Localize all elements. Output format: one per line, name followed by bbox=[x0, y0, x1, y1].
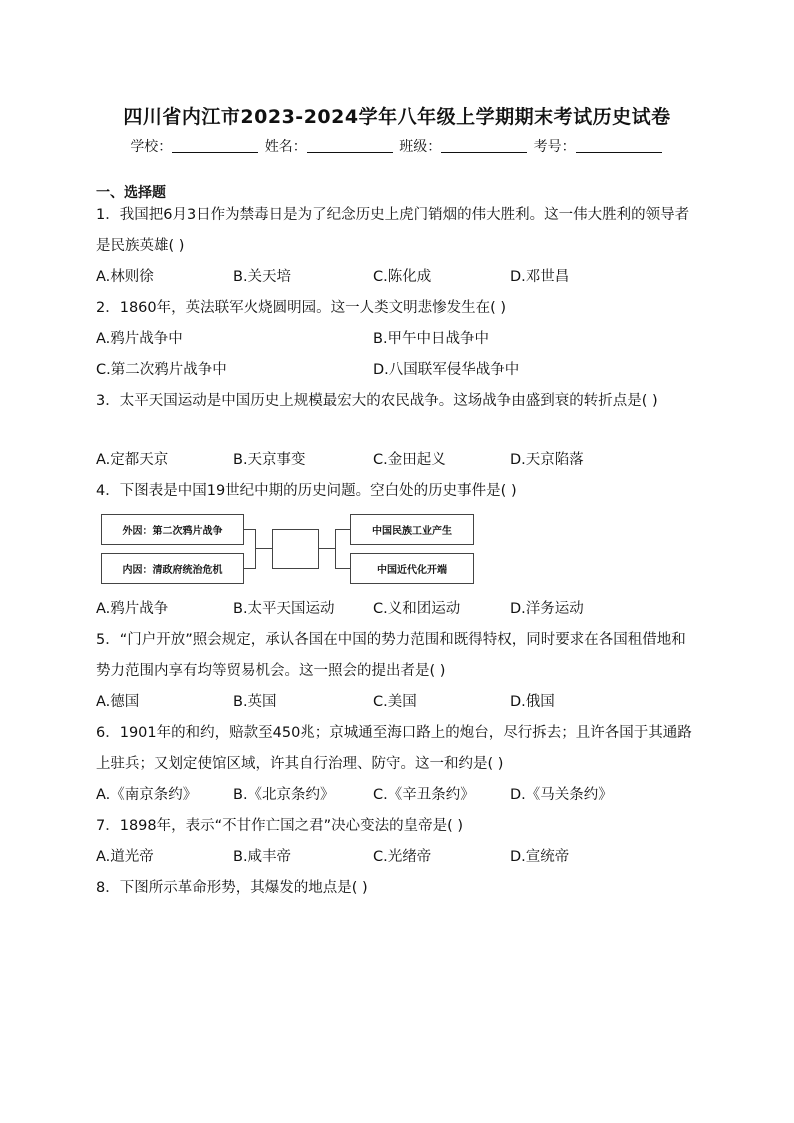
option-5a[interactable]: A.德国 bbox=[96, 694, 140, 710]
option-6a[interactable]: A.《南京条约》 bbox=[96, 787, 198, 803]
name-label: 姓名： bbox=[264, 139, 307, 155]
option-2a[interactable]: A.鸦片战争中 bbox=[96, 331, 183, 347]
question-6: 6．1901年的和约，赔款至450兆；京城通至海口路上的炮台，尽行拆去；且许各国于其通路上驻兵；又划定使馆区域，许其自行治理、防守。这一和约是( ) bbox=[96, 725, 692, 772]
option-4a[interactable]: A.鸦片战争 bbox=[96, 601, 169, 617]
exam-title: 四川省内江市2023-2024学年八年级上学期期末考试历史试卷 bbox=[123, 106, 671, 128]
diagram-box-modernization: 中国近代化开端 bbox=[350, 553, 474, 584]
connector bbox=[255, 548, 272, 549]
connector bbox=[255, 529, 256, 569]
options-1 bbox=[96, 262, 700, 293]
question-3: 3．太平天国运动是中国历史上规模最宏大的农民战争。这场战争由盛到衰的转折点是( ) bbox=[96, 393, 658, 409]
option-4d[interactable]: D.洋务运动 bbox=[510, 601, 584, 617]
options-7 bbox=[96, 842, 700, 873]
option-3c[interactable]: C.金田起义 bbox=[373, 452, 446, 468]
option-1b[interactable]: B.关天培 bbox=[233, 269, 292, 285]
connector bbox=[335, 568, 350, 569]
history-diagram bbox=[101, 514, 475, 584]
option-2c[interactable]: C.第二次鸦片战争中 bbox=[96, 362, 227, 378]
diagram-box-external-cause: 外因：第二次鸦片战争 bbox=[101, 514, 244, 545]
class-label: 班级： bbox=[399, 139, 442, 155]
connector bbox=[243, 529, 255, 530]
option-7b[interactable]: B.咸丰帝 bbox=[233, 849, 292, 865]
diagram-box-internal-cause: 内因：清政府统治危机 bbox=[101, 553, 244, 584]
option-5b[interactable]: B.英国 bbox=[233, 694, 277, 710]
options-2-row2 bbox=[96, 355, 700, 386]
option-3a[interactable]: A.定都天京 bbox=[96, 452, 169, 468]
connector bbox=[243, 568, 255, 569]
options-3 bbox=[96, 445, 700, 476]
option-3b[interactable]: B.天京事变 bbox=[233, 452, 306, 468]
school-blank[interactable] bbox=[172, 138, 258, 153]
option-4b[interactable]: B.太平天国运动 bbox=[233, 601, 335, 617]
question-8: 8．下图所示革命形势，其爆发的地点是( ) bbox=[96, 880, 368, 896]
option-2d[interactable]: D.八国联军侵华战争中 bbox=[373, 362, 520, 378]
option-1d[interactable]: D.邓世昌 bbox=[510, 269, 570, 285]
option-6b[interactable]: B.《北京条约》 bbox=[233, 787, 335, 803]
option-4c[interactable]: C.义和团运动 bbox=[373, 601, 461, 617]
class-blank[interactable] bbox=[441, 138, 527, 153]
option-6c[interactable]: C.《辛丑条约》 bbox=[373, 787, 475, 803]
connector bbox=[335, 529, 350, 530]
option-7d[interactable]: D.宣统帝 bbox=[510, 849, 570, 865]
option-5c[interactable]: C.美国 bbox=[373, 694, 417, 710]
section-heading: 一、选择题 bbox=[96, 185, 166, 201]
connector bbox=[335, 529, 336, 569]
question-4: 4．下图表是中国19世纪中期的历史问题。空白处的历史事件是( ) bbox=[96, 483, 517, 499]
option-7c[interactable]: C.光绪帝 bbox=[373, 849, 432, 865]
options-2-row1 bbox=[96, 324, 700, 355]
option-6d[interactable]: D.《马关条约》 bbox=[510, 787, 613, 803]
option-3d[interactable]: D.天京陷落 bbox=[510, 452, 584, 468]
school-label: 学校： bbox=[130, 139, 173, 155]
option-1c[interactable]: C.陈化成 bbox=[373, 269, 432, 285]
number-label: 考号： bbox=[533, 139, 576, 155]
option-5d[interactable]: D.俄国 bbox=[510, 694, 555, 710]
student-info-line bbox=[0, 136, 794, 156]
option-1a[interactable]: A.林则徐 bbox=[96, 269, 154, 285]
question-7: 7．1898年，表示“不甘作亡国之君”决心变法的皇帝是( ) bbox=[96, 818, 464, 834]
question-5: 5．“门户开放”照会规定，承认各国在中国的势力范围和既得特权，同时要求在各国租借地和势力范围内享有均等贸易机会。这一照会的提出者是( ) bbox=[96, 632, 686, 679]
options-5 bbox=[96, 687, 700, 718]
connector bbox=[318, 548, 335, 549]
name-blank[interactable] bbox=[307, 138, 393, 153]
options-6 bbox=[96, 780, 700, 811]
diagram-blank-box bbox=[272, 529, 319, 569]
options-4 bbox=[96, 594, 700, 625]
diagram-box-industry: 中国民族工业产生 bbox=[350, 514, 474, 545]
question-2: 2．1860年，英法联军火烧圆明园。这一人类文明悲惨发生在( ) bbox=[96, 300, 507, 316]
option-2b[interactable]: B.甲午中日战争中 bbox=[373, 331, 490, 347]
option-7a[interactable]: A.道光帝 bbox=[96, 849, 154, 865]
number-blank[interactable] bbox=[576, 138, 662, 153]
question-1: 1．我国把6月3日作为禁毒日是为了纪念历史上虎门销烟的伟大胜利。这一伟大胜利的领导者是民族英雄( ) bbox=[96, 207, 690, 254]
